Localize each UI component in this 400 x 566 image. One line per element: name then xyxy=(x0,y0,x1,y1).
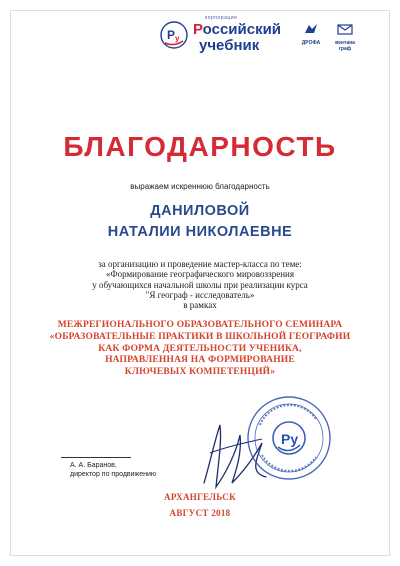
drofa-logo xyxy=(300,22,322,47)
brand-line-1: Российский xyxy=(193,21,282,38)
seminar-title xyxy=(0,320,400,379)
ventana-graf-icon xyxy=(336,22,354,36)
certificate-title: БЛАГОДАРНОСТЬ xyxy=(63,131,337,162)
body-line: "Я географ - исследователь» xyxy=(145,289,255,300)
signature-line xyxy=(61,457,131,458)
ventana-graf-label: вентана граф xyxy=(335,40,355,52)
signatory-block xyxy=(70,461,156,479)
svg-text:Р: Р xyxy=(167,28,176,42)
recipient-surname: ДАНИЛОВОЙ xyxy=(150,203,250,219)
body-text xyxy=(0,259,400,310)
body-line: в рамках xyxy=(183,300,217,311)
seminar-line: МЕЖРЕГИОНАЛЬНОГО ОБРАЗОВАТЕЛЬНОГО СЕМИНАРА xyxy=(57,320,343,330)
corporation-label: корпорация xyxy=(205,15,238,21)
rossiyskiy-uchebnik-logo-icon xyxy=(160,21,188,49)
seminar-line: КЛЮЧЕВЫХ КОМПЕТЕНЦИЙ» xyxy=(124,367,276,378)
city: АРХАНГЕЛЬСК xyxy=(164,492,236,502)
seminar-line: НАПРАВЛЕННАЯ НА ФОРМИРОВАНИЕ xyxy=(105,355,295,366)
body-line: за организацию и проведение мастер-класса по теме: xyxy=(98,259,302,269)
recipient-given-names: НАТАЛИИ НИКОЛАЕВНЕ xyxy=(107,224,293,240)
seminar-line: КАК ФОРМА ДЕЯТЕЛЬНОСТИ УЧЕНИКА, xyxy=(98,343,302,354)
official-stamp-icon xyxy=(246,395,332,481)
brand-name xyxy=(193,16,281,53)
drofa-bird-icon xyxy=(303,22,319,36)
body-line: «Формирование географического мировоззрения xyxy=(106,269,294,280)
svg-text:у: у xyxy=(175,34,180,43)
date: АВГУСТ 2018 xyxy=(169,508,231,518)
brand-line-2: учебник xyxy=(199,37,260,54)
stamp-logo-letters: Ру xyxy=(281,431,299,447)
seminar-line: «ОБРАЗОВАТЕЛЬНЫЕ ПРАКТИКИ В ШКОЛЬНОЙ ГЕОГРАФИИ xyxy=(49,331,351,342)
certificate-subtitle: выражаем искреннюю благодарность xyxy=(130,182,270,191)
body-line: у обучающихся начальной школы при реализации курса xyxy=(92,279,308,290)
signatory-position: директор по продвижению xyxy=(70,471,157,478)
drofa-label: ДРОФА xyxy=(301,40,321,46)
signatory-name: А. А. Баранов, xyxy=(70,462,117,469)
ventana-graf-logo xyxy=(330,22,360,52)
